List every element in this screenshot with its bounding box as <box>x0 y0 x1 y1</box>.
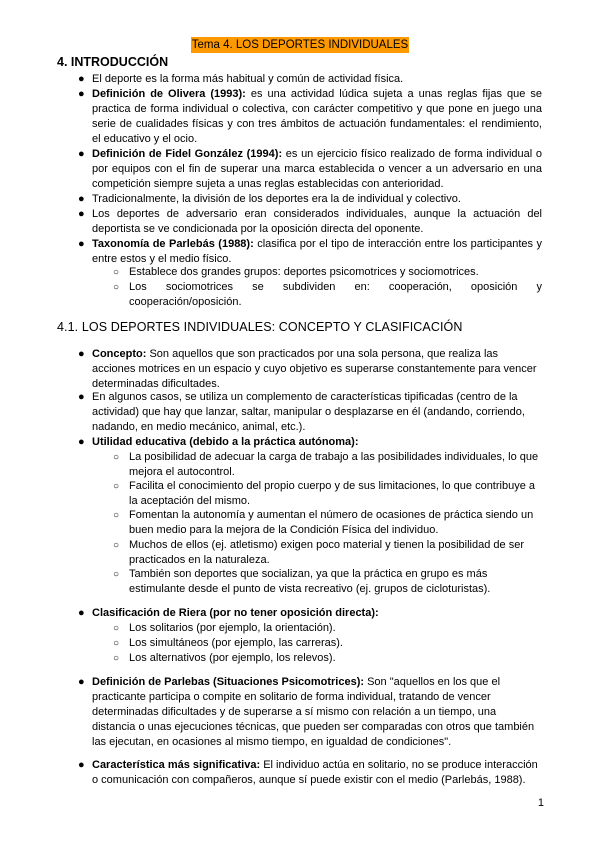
bullet-icon: ● <box>78 73 85 85</box>
utilidad-label: Utilidad educativa (debido a la práctica autónoma): <box>92 436 359 448</box>
list-item: ● Definición de Fidel González (1994): es un ejercicio físico realizado de forma individual o por equipos con el fin de superar una marca establecida o vencer a un adversario en una competición siempre sujeta a unas reglas establecidas con anterioridad. <box>78 148 542 190</box>
list-item: ● Definición de Parlebas (Situaciones Psicomotrices): Son "aquellos en los que el practicante participa o compite en solitario de forma individual, tratando de vencer determinadas dificultades y de superarse a sí mismo con relación a un tiempo, una distancia o unas ejecuciones técnicas, que pueden ser comparadas con otros que también las ejecutan, en ocasiones al mismo tiempo, en igualdad de condiciones". <box>78 676 535 748</box>
bullet-icon: ● <box>78 348 85 360</box>
page-number: 1 <box>537 797 544 809</box>
bullet-icon: ● <box>78 238 85 250</box>
list-item: ● Los deportes de adversario eran considerados individuales, aunque la actuación del deportista se ve condicionada por la oposición directa del oponente. <box>78 208 542 235</box>
circle-bullet-icon: ○ <box>113 282 120 293</box>
circle-bullet-icon: ○ <box>113 510 120 521</box>
sub-list-item: ○ Los alternativos (por ejemplo, los relevos). <box>113 652 336 664</box>
caracteristica-label: Característica más significativa: <box>92 759 261 771</box>
list-item: ● Tradicionalmente, la división de los deportes era la de individual y colectivo. <box>78 193 461 205</box>
sub-list-item: ○ Muchos de ellos (ej. atletismo) exigen poco material y tienen la posibilidad de ser practicados en la naturaleza. <box>113 539 524 566</box>
circle-bullet-icon: ○ <box>113 623 120 634</box>
title-wrap <box>0 35 600 53</box>
olivera-label: Definición de Olivera (1993): <box>92 88 246 100</box>
circle-bullet-icon: ○ <box>113 540 120 551</box>
bullet-icon: ● <box>78 208 85 220</box>
circle-bullet-icon: ○ <box>113 452 120 463</box>
sub-list-item: ○ Los sociomotrices se subdividen en: cooperación, oposición y cooperación/oposición. <box>113 281 542 308</box>
parlebas-taxonomy-label: Taxonomía de Parlebás (1988): <box>92 238 254 250</box>
circle-bullet-icon: ○ <box>113 481 120 492</box>
list-item: ● El deporte es la forma más habitual y común de actividad física. <box>78 73 404 85</box>
list-item: ● Característica más significativa: El individuo actúa en solitario, no se produce interacción o comunicación con compañeros, aunque sí puede existir con el medio (Parlebás, 1988). <box>78 759 538 786</box>
gonzalez-label: Definición de Fidel González (1994): <box>92 148 283 160</box>
section-4-heading: 4. INTRODUCCIÓN <box>57 55 169 69</box>
concepto-label: Concepto: <box>92 348 147 360</box>
parlebas-definition-label: Definición de Parlebas (Situaciones Psicomotrices): <box>92 676 365 688</box>
circle-bullet-icon: ○ <box>113 638 120 649</box>
riera-label: Clasificación de Riera (por no tener oposición directa): <box>92 607 379 619</box>
sub-list-item: ○ Los solitarios (por ejemplo, la orientación). <box>113 622 336 634</box>
bullet-icon: ● <box>78 436 85 448</box>
list-item: ● En algunos casos, se utiliza un complemento de características tipificadas (centro de la actividad) que hay que lanzar, saltar, manipular o desplazarse en él (andando, corriendo, nadando, en medio mecánico, animal, etc.). <box>78 391 525 433</box>
bullet-icon: ● <box>78 148 85 160</box>
bullet-icon: ● <box>78 88 85 100</box>
circle-bullet-icon: ○ <box>113 653 120 664</box>
bullet-icon: ● <box>78 391 85 403</box>
list-item <box>78 435 542 450</box>
bullet-icon: ● <box>78 759 85 771</box>
circle-bullet-icon: ○ <box>113 267 120 278</box>
bullet-icon: ● <box>78 676 85 688</box>
bullet-icon: ● <box>78 607 85 619</box>
sub-list-item: ○ Los simultáneos (por ejemplo, las carreras). <box>113 637 343 649</box>
list-item: ● Definición de Olivera (1993): es una actividad lúdica sujeta a unas reglas fijas que se practica de forma individual o colectiva, con carácter competitivo y que pone en juego una serie de cualidades físicas y con tres ámbitos de actuación fundamentales: el rendimiento, el educativo y el ocio. <box>78 88 543 145</box>
list-item <box>78 606 542 621</box>
sub-list-item: ○ También son deportes que socializan, ya que la práctica en grupo es más estimulante desde el punto de vista recreativo (ej. grupos de cicloturistas). <box>113 568 491 595</box>
sub-list-item: ○ Establece dos grandes grupos: deportes psicomotrices y sociomotrices. <box>113 266 479 278</box>
section-4-1-heading: 4.1. LOS DEPORTES INDIVIDUALES: CONCEPTO Y CLASIFICACIÓN <box>57 320 463 334</box>
bullet-icon: ● <box>78 193 85 205</box>
sub-list-item: ○ Facilita el conocimiento del propio cuerpo y de sus limitaciones, lo que contribuye a la aceptación del mismo. <box>113 480 535 507</box>
sub-list-item: ○ Fomentan la autonomía y aumentan el número de ocasiones de práctica siendo un buen medio para la mejora de la Condición Física del individuo. <box>113 509 534 536</box>
list-item: ● Concepto: Son aquellos que son practicados por una sola persona, que realiza las acciones motrices en un espacio y cuyo objetivo es superarse constantemente para vencer determinadas dificultades. <box>78 348 537 390</box>
circle-bullet-icon: ○ <box>113 569 120 580</box>
document-title: Tema 4. LOS DEPORTES INDIVIDUALES <box>191 39 409 51</box>
sub-list-item: ○ La posibilidad de adecuar la carga de trabajo a las posibilidades individuales, lo que mejora el autocontrol. <box>113 451 539 478</box>
list-item: ● Taxonomía de Parlebás (1988): clasifica por el tipo de interacción entre los participantes y entre estos y el medio físico. <box>78 238 542 265</box>
